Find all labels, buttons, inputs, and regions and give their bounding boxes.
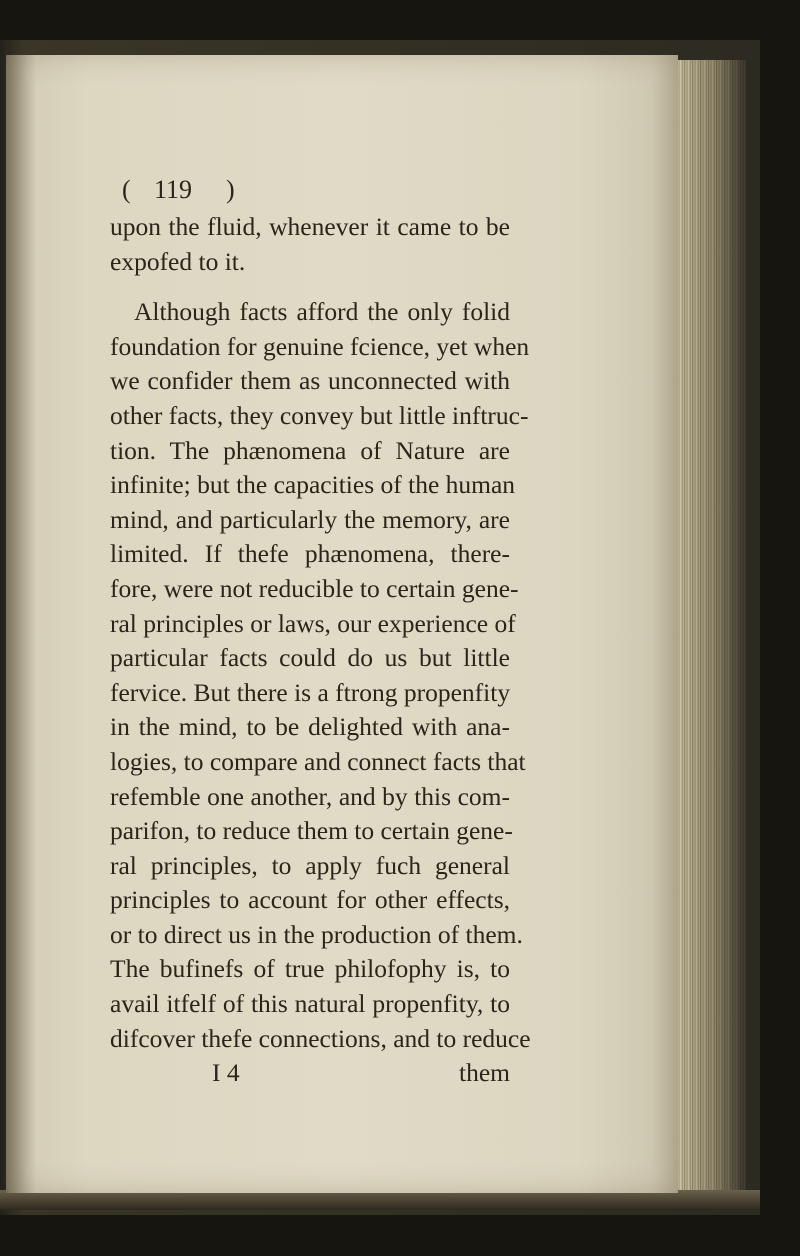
text-line: other facts, they convey but little inftruc- [110, 400, 529, 430]
text-line: we confider them as unconnected with [110, 366, 510, 396]
page-number: 119 [154, 175, 193, 204]
text-line: limited. If thefe phænomena, there- [110, 539, 510, 569]
text-line: infinite; but the capacities of the human [110, 470, 516, 500]
page-header [122, 170, 510, 210]
paragraph [110, 295, 531, 1056]
text-line: ral principles or laws, our experience of [110, 608, 516, 638]
page-footer [110, 1056, 510, 1091]
page-text [110, 170, 531, 1091]
text-line: logies, to compare and connect facts that [110, 746, 526, 776]
page-fore-edge [676, 60, 746, 1195]
text-line: principles to account for other effects, [110, 885, 510, 915]
paragraph-gap [110, 279, 510, 295]
text-line: expofed to it. [110, 246, 246, 276]
text-line: or to direct us in the production of them. [110, 919, 523, 949]
header-close-paren: ) [226, 175, 235, 204]
signature-mark: I 4 [212, 1058, 240, 1088]
paragraph [110, 210, 510, 279]
text-line: parifon, to reduce them to certain gene- [110, 816, 513, 846]
text-line: in the mind, to be delighted with ana- [110, 712, 510, 742]
text-line: Although facts afford the only folid [134, 297, 510, 327]
text-line: refemble one another, and by this com- [110, 781, 510, 811]
catchword: them [459, 1058, 510, 1088]
text-line: difcover thefe connections, and to reduce [110, 1023, 531, 1053]
text-line: ral principles, to apply fuch general [110, 850, 510, 880]
text-line: foundation for genuine fcience, yet when [110, 331, 530, 361]
text-line: particular facts could do us but little [110, 643, 510, 673]
text-line: mind, and particularly the memory, are [110, 504, 510, 534]
text-line: fervice. But there is a ftrong propenfity [110, 677, 511, 707]
header-open-paren: ( [122, 175, 131, 204]
text-line: upon the fluid, whenever it came to be [110, 212, 510, 241]
book-bottom-edge [0, 1190, 760, 1210]
spine-shadow [6, 55, 36, 1193]
text-line: fore, were not reducible to certain gene- [110, 573, 519, 603]
body-text [110, 210, 531, 1056]
text-line: The bufinefs of true philofophy is, to [110, 954, 510, 984]
text-line: tion. The phænomena of Nature are [110, 435, 510, 465]
text-line: avail itfelf of this natural propenfity, to [110, 989, 510, 1019]
